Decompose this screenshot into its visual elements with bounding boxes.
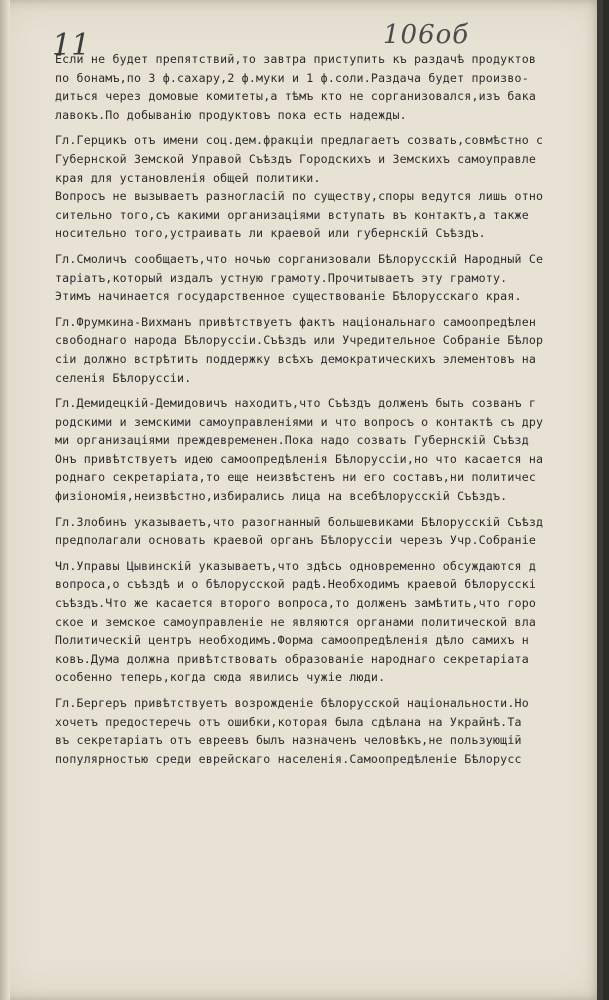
text-line: носительно того,устраивать ли краевой или губернскій Съѣздъ. — [55, 226, 486, 241]
text-line: Чл.Управы Цывинскій указываетъ,что здѣсь одновременно обсуждаются д — [55, 558, 537, 573]
text-line: Гл.Бергеръ привѣтствуетъ возрожденіе бѣлорусской національности.Но — [55, 696, 529, 710]
text-line: ковъ.Дума должна привѣтствовать образованіе народнаго секретаріата — [55, 651, 529, 666]
text-line: съѣздъ.Что же касается второго вопроса,то долженъ замѣтить,что горо — [55, 596, 537, 611]
page-spine-shadow — [0, 0, 10, 1000]
text-line: въ секретаріатъ отъ евреевъ былъ назначенъ человѣкъ,не пользующій — [55, 733, 522, 748]
handwritten-mark: 11 — [52, 28, 91, 63]
text-line: Вопросъ не вызываетъ разногласій по существу,споры ведутся лишь отно — [55, 189, 544, 204]
text-line: Этимъ начинается государственное существованіе Бѣлорусскаго края. — [55, 289, 522, 304]
paragraph — [55, 694, 595, 768]
text-line: Гл.Злобинъ указываетъ,что разогнанный большевиками Бѣлорусскій Съѣзд — [55, 514, 544, 529]
text-line: свободнаго народа Бѣлоруссіи.Съѣздъ или Учредительное Собраніе Бѣлор — [55, 333, 544, 348]
text-line: диться через домовые комитеты,а тѣмъ кто не сорганизовался,изъ бака — [55, 89, 537, 104]
text-line: лавокъ.По добыванію продуктовъ пока есть надежды. — [55, 107, 407, 122]
paragraph — [55, 313, 595, 387]
text-line: сительно того,съ какими организаціями вступать въ контактъ,а также — [55, 207, 529, 222]
text-line: Гл.Герцикъ отъ имени соц.дем.фракціи предлагаетъ созвать,совмѣстно с — [55, 133, 544, 148]
text-line: Онъ привѣтствуетъ идею самоопредѣленія Бѣлоруссіи,но что касается на — [55, 451, 544, 466]
text-line: Губернской Земской Управой Съѣздъ Городскихъ и Земскихъ самоуправле — [55, 151, 537, 166]
text-line: родскими и земскими самоуправленіями и что вопросъ о контактѣ съ дру — [55, 414, 544, 429]
text-line: хочетъ предостеречь отъ ошибки,которая была сдѣлана на Украйнѣ.Та — [55, 714, 522, 729]
text-line: ми организаціями преждевременен.Пока надо созвать Губернскій Съѣзд — [55, 433, 529, 448]
paragraph — [55, 131, 595, 243]
paragraph — [55, 513, 595, 550]
text-line: вопроса,о съѣздѣ и о бѣлорусской радѣ.Необходимъ краевой бѣлорусскі — [55, 577, 537, 592]
text-line: физіономія,неизвѣстно,избирались лица на всебѣлорусскій Съѣздъ. — [55, 489, 508, 504]
text-line: сіи должно встрѣтить поддержку всѣхъ демократическихъ элементовъ на — [55, 351, 537, 366]
text-line: таріатъ,который издалъ устную грамоту.Прочитываетъ эту грамоту. — [55, 270, 508, 285]
text-line: селенія Бѣлоруссіи. — [55, 370, 192, 385]
text-line: Политическій центръ необходимъ.Форма самоопредѣленія дѣло самихъ н — [55, 633, 529, 648]
text-line: по бонамъ,по 3 ф.сахару,2 ф.муки и 1 ф.соли.Раздача будет произво- — [55, 70, 529, 85]
page-number: 106об — [383, 20, 470, 50]
text-line: края для установленія общей политики. — [55, 170, 321, 185]
paragraph — [55, 394, 595, 506]
text-line: предполагали основать краевой органъ Бѣлоруссіи черезъ Учр.Собраніе — [55, 533, 537, 548]
text-line: ское и земское самоуправленіе не являются органами политической вла — [55, 614, 537, 629]
paragraph — [55, 50, 595, 124]
text-line: роднаго секретаріата,то еще неизвѣстенъ ни его составъ,ни политичес — [55, 470, 537, 485]
page-edge — [597, 0, 603, 1000]
text-line: особенно теперь,когда сюда явились чужіе люди. — [55, 670, 386, 685]
text-line: популярностью среди еврейскаго населенія.Самоопредѣленіе Бѣлорусс — [55, 751, 522, 766]
typewritten-text — [55, 50, 595, 768]
text-line: Если не будет препятствий,то завтра приступить къ раздачѣ продуктов — [55, 52, 537, 66]
text-line: Гл.Демидецкій-Демидовичъ находитъ,что Съѣздъ долженъ быть созванъ г — [55, 396, 537, 411]
text-line: Гл.Смоличъ сообщаетъ,что ночью сорганизовали Бѣлорусскій Народный Се — [55, 251, 544, 266]
paragraph — [55, 557, 595, 687]
paragraph — [55, 250, 595, 306]
text-line: Гл.Фрумкина-Вихманъ привѣтствуетъ фактъ національнаго самоопредѣлен — [55, 314, 537, 329]
